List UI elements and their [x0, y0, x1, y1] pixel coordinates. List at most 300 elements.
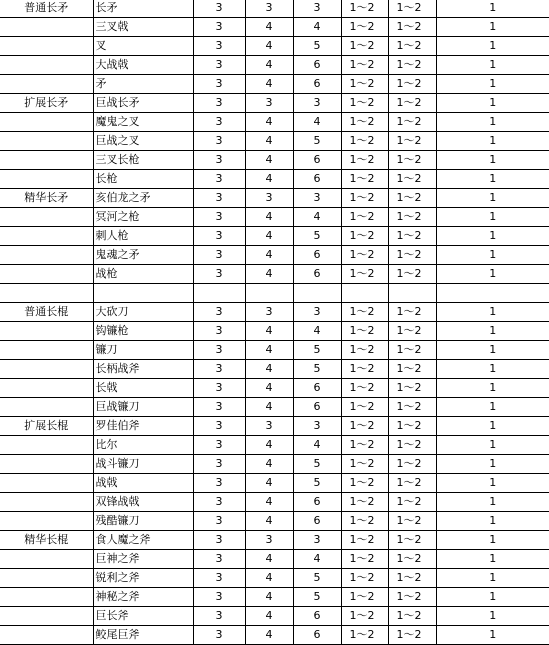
table-row: [0, 360, 549, 379]
weapon-name-cell: 矛: [93, 75, 193, 94]
weapon-name-cell: 巨战之叉: [93, 132, 193, 151]
value-cell-b: 4: [245, 75, 293, 94]
value-cell-a: 3: [193, 56, 245, 75]
category-cell: [0, 436, 93, 455]
value-cell-b: 3: [245, 0, 293, 18]
value-cell-a: 3: [193, 18, 245, 37]
table-row: [0, 132, 549, 151]
value-cell-f: 1: [436, 360, 549, 379]
category-cell: [0, 626, 93, 645]
weapon-name-cell: 长戟: [93, 379, 193, 398]
value-cell-c: 5: [293, 227, 341, 246]
category-cell: [0, 151, 93, 170]
table-row: [0, 208, 549, 227]
value-cell-c: 6: [293, 626, 341, 645]
range-cell-e: 1～2: [388, 569, 436, 588]
value-cell-a: 3: [193, 588, 245, 607]
weapon-name-cell: 巨神之斧: [93, 550, 193, 569]
value-cell-b: 4: [245, 474, 293, 493]
value-cell-a: 3: [193, 550, 245, 569]
value-cell-f: 1: [436, 170, 549, 189]
table-row: [0, 265, 549, 284]
category-cell: [0, 37, 93, 56]
category-cell: 普通长棍: [0, 303, 93, 322]
category-cell: [0, 170, 93, 189]
range-cell-e: 1～2: [388, 94, 436, 113]
category-cell: [0, 265, 93, 284]
table-row: [0, 607, 549, 626]
range-cell-e: 1～2: [388, 341, 436, 360]
value-cell-f: 1: [436, 113, 549, 132]
value-cell-c: 6: [293, 607, 341, 626]
value-cell-c: 6: [293, 512, 341, 531]
range-cell-d: 1～2: [341, 75, 388, 94]
table-row: [0, 284, 549, 303]
value-cell-f: 1: [436, 0, 549, 18]
value-cell-c: 5: [293, 132, 341, 151]
value-cell-c: 6: [293, 379, 341, 398]
value-cell-b: 4: [245, 208, 293, 227]
value-cell-b: 4: [245, 37, 293, 56]
range-cell-e: 1～2: [388, 170, 436, 189]
value-cell-b: 3: [245, 531, 293, 550]
weapon-name-cell: [93, 284, 193, 303]
table-row: [0, 341, 549, 360]
range-cell-d: 1～2: [341, 474, 388, 493]
value-cell-f: 1: [436, 227, 549, 246]
value-cell-f: 1: [436, 151, 549, 170]
value-cell-f: 1: [436, 569, 549, 588]
value-cell-c: 3: [293, 417, 341, 436]
value-cell-f: 1: [436, 417, 549, 436]
value-cell-a: 3: [193, 113, 245, 132]
value-cell-a: [193, 284, 245, 303]
range-cell-e: 1～2: [388, 474, 436, 493]
range-cell-e: 1～2: [388, 227, 436, 246]
range-cell-d: 1～2: [341, 208, 388, 227]
weapon-name-cell: 大战戟: [93, 56, 193, 75]
category-cell: [0, 493, 93, 512]
table-row: [0, 474, 549, 493]
category-cell: 精华长棍: [0, 531, 93, 550]
value-cell-f: 1: [436, 436, 549, 455]
table-row: [0, 94, 549, 113]
value-cell-b: 4: [245, 455, 293, 474]
weapon-name-cell: 战斗镰刀: [93, 455, 193, 474]
range-cell-d: 1～2: [341, 398, 388, 417]
value-cell-b: 3: [245, 303, 293, 322]
range-cell-d: 1～2: [341, 588, 388, 607]
range-cell-d: 1～2: [341, 512, 388, 531]
value-cell-b: 4: [245, 227, 293, 246]
value-cell-f: 1: [436, 208, 549, 227]
range-cell-d: 1～2: [341, 170, 388, 189]
category-cell: [0, 56, 93, 75]
value-cell-c: 4: [293, 322, 341, 341]
range-cell-e: 1～2: [388, 436, 436, 455]
weapon-name-cell: 神秘之斧: [93, 588, 193, 607]
range-cell-d: 1～2: [341, 417, 388, 436]
range-cell-e: 1～2: [388, 132, 436, 151]
value-cell-a: 3: [193, 208, 245, 227]
value-cell-a: 3: [193, 170, 245, 189]
value-cell-f: 1: [436, 303, 549, 322]
weapon-name-cell: 长柄战斧: [93, 360, 193, 379]
weapon-name-cell: 战戟: [93, 474, 193, 493]
value-cell-a: 3: [193, 455, 245, 474]
range-cell-e: 1～2: [388, 113, 436, 132]
value-cell-c: 4: [293, 208, 341, 227]
value-cell-a: 3: [193, 37, 245, 56]
range-cell-d: 1～2: [341, 341, 388, 360]
range-cell-d: 1～2: [341, 18, 388, 37]
value-cell-f: 1: [436, 94, 549, 113]
range-cell-d: 1～2: [341, 436, 388, 455]
value-cell-f: 1: [436, 607, 549, 626]
weapon-name-cell: 刺人枪: [93, 227, 193, 246]
weapon-name-cell: 叉: [93, 37, 193, 56]
value-cell-b: 4: [245, 151, 293, 170]
value-cell-a: 3: [193, 474, 245, 493]
category-cell: [0, 607, 93, 626]
value-cell-b: 4: [245, 493, 293, 512]
weapon-name-cell: 巨战长矛: [93, 94, 193, 113]
weapon-name-cell: 双锋战戟: [93, 493, 193, 512]
value-cell-a: 3: [193, 246, 245, 265]
range-cell-e: 1～2: [388, 265, 436, 284]
range-cell-d: 1～2: [341, 607, 388, 626]
value-cell-b: 4: [245, 588, 293, 607]
value-cell-a: 3: [193, 265, 245, 284]
weapon-name-cell: 冥河之枪: [93, 208, 193, 227]
value-cell-a: 3: [193, 417, 245, 436]
category-cell: 精华长矛: [0, 189, 93, 208]
range-cell-d: [341, 284, 388, 303]
value-cell-f: 1: [436, 341, 549, 360]
value-cell-b: 4: [245, 550, 293, 569]
value-cell-b: 3: [245, 417, 293, 436]
range-cell-e: 1～2: [388, 303, 436, 322]
value-cell-a: 3: [193, 398, 245, 417]
range-cell-d: 1～2: [341, 189, 388, 208]
value-cell-a: 3: [193, 94, 245, 113]
range-cell-e: 1～2: [388, 626, 436, 645]
value-cell-c: 3: [293, 0, 341, 18]
table-row: [0, 588, 549, 607]
weapon-name-cell: 巨战镰刀: [93, 398, 193, 417]
range-cell-e: 1～2: [388, 588, 436, 607]
weapon-name-cell: 钩镰枪: [93, 322, 193, 341]
range-cell-e: 1～2: [388, 189, 436, 208]
value-cell-b: 4: [245, 322, 293, 341]
value-cell-c: 5: [293, 455, 341, 474]
value-cell-f: 1: [436, 75, 549, 94]
value-cell-f: 1: [436, 322, 549, 341]
table-row: [0, 398, 549, 417]
weapon-name-cell: 长枪: [93, 170, 193, 189]
value-cell-a: 3: [193, 227, 245, 246]
table-row: [0, 303, 549, 322]
value-cell-a: 3: [193, 151, 245, 170]
range-cell-e: 1～2: [388, 0, 436, 18]
weapon-name-cell: 比尔: [93, 436, 193, 455]
value-cell-c: 4: [293, 436, 341, 455]
category-cell: 扩展长棍: [0, 417, 93, 436]
value-cell-c: 6: [293, 56, 341, 75]
value-cell-f: 1: [436, 531, 549, 550]
value-cell-c: 4: [293, 550, 341, 569]
category-cell: [0, 398, 93, 417]
value-cell-f: 1: [436, 588, 549, 607]
table-row: [0, 18, 549, 37]
category-cell: [0, 360, 93, 379]
value-cell-a: 3: [193, 531, 245, 550]
category-cell: [0, 569, 93, 588]
table-row: [0, 56, 549, 75]
range-cell-e: [388, 284, 436, 303]
range-cell-e: 1～2: [388, 56, 436, 75]
range-cell-e: 1～2: [388, 398, 436, 417]
range-cell-d: 1～2: [341, 113, 388, 132]
value-cell-b: 4: [245, 113, 293, 132]
value-cell-a: 3: [193, 0, 245, 18]
value-cell-b: 3: [245, 94, 293, 113]
value-cell-a: 3: [193, 75, 245, 94]
value-cell-a: 3: [193, 132, 245, 151]
value-cell-f: 1: [436, 550, 549, 569]
range-cell-e: 1～2: [388, 151, 436, 170]
table-row: [0, 569, 549, 588]
range-cell-e: 1～2: [388, 493, 436, 512]
table-row: [0, 113, 549, 132]
table-row: [0, 170, 549, 189]
range-cell-d: 1～2: [341, 360, 388, 379]
value-cell-f: 1: [436, 265, 549, 284]
value-cell-a: 3: [193, 607, 245, 626]
category-cell: [0, 284, 93, 303]
value-cell-c: 6: [293, 398, 341, 417]
value-cell-b: 4: [245, 569, 293, 588]
category-cell: [0, 113, 93, 132]
value-cell-c: 5: [293, 341, 341, 360]
category-cell: 普通长矛: [0, 0, 93, 18]
value-cell-f: 1: [436, 18, 549, 37]
table-row: [0, 512, 549, 531]
table-row: [0, 75, 549, 94]
table-row: [0, 151, 549, 170]
category-cell: [0, 322, 93, 341]
value-cell-c: 6: [293, 151, 341, 170]
table-row: [0, 626, 549, 645]
table-row: [0, 246, 549, 265]
value-cell-f: 1: [436, 626, 549, 645]
value-cell-b: 4: [245, 607, 293, 626]
category-cell: [0, 550, 93, 569]
value-cell-b: 4: [245, 170, 293, 189]
range-cell-d: 1～2: [341, 531, 388, 550]
table-row: [0, 189, 549, 208]
value-cell-f: 1: [436, 37, 549, 56]
weapon-name-cell: 锐利之斧: [93, 569, 193, 588]
table-row: [0, 37, 549, 56]
value-cell-c: 6: [293, 75, 341, 94]
value-cell-f: 1: [436, 455, 549, 474]
value-cell-c: 5: [293, 474, 341, 493]
value-cell-c: 5: [293, 360, 341, 379]
value-cell-f: 1: [436, 379, 549, 398]
range-cell-d: 1～2: [341, 626, 388, 645]
value-cell-c: 4: [293, 113, 341, 132]
table-row: [0, 436, 549, 455]
range-cell-d: 1～2: [341, 455, 388, 474]
range-cell-e: 1～2: [388, 246, 436, 265]
value-cell-a: 3: [193, 360, 245, 379]
weapon-name-cell: 三叉戟: [93, 18, 193, 37]
range-cell-d: 1～2: [341, 0, 388, 18]
category-cell: [0, 132, 93, 151]
value-cell-b: 4: [245, 246, 293, 265]
table-row: [0, 227, 549, 246]
value-cell-f: 1: [436, 189, 549, 208]
weapon-name-cell: 鬼魂之矛: [93, 246, 193, 265]
value-cell-c: 4: [293, 18, 341, 37]
range-cell-d: 1～2: [341, 550, 388, 569]
value-cell-b: [245, 284, 293, 303]
range-cell-d: 1～2: [341, 37, 388, 56]
range-cell-e: 1～2: [388, 531, 436, 550]
value-cell-a: 3: [193, 626, 245, 645]
weapon-name-cell: 食人魔之斧: [93, 531, 193, 550]
category-cell: [0, 246, 93, 265]
value-cell-a: 3: [193, 303, 245, 322]
value-cell-b: 4: [245, 512, 293, 531]
value-cell-c: 3: [293, 531, 341, 550]
category-cell: [0, 588, 93, 607]
category-cell: [0, 75, 93, 94]
value-cell-c: 6: [293, 493, 341, 512]
value-cell-b: 4: [245, 132, 293, 151]
value-cell-b: 3: [245, 189, 293, 208]
range-cell-d: 1～2: [341, 132, 388, 151]
table-row: [0, 417, 549, 436]
value-cell-a: 3: [193, 341, 245, 360]
range-cell-d: 1～2: [341, 303, 388, 322]
value-cell-a: 3: [193, 189, 245, 208]
value-cell-f: 1: [436, 493, 549, 512]
range-cell-e: 1～2: [388, 75, 436, 94]
table-row: [0, 379, 549, 398]
value-cell-a: 3: [193, 379, 245, 398]
range-cell-e: 1～2: [388, 455, 436, 474]
range-cell-d: 1～2: [341, 493, 388, 512]
value-cell-b: 4: [245, 56, 293, 75]
table-row: [0, 455, 549, 474]
category-cell: [0, 208, 93, 227]
value-cell-f: 1: [436, 132, 549, 151]
value-cell-a: 3: [193, 569, 245, 588]
category-cell: [0, 474, 93, 493]
range-cell-d: 1～2: [341, 227, 388, 246]
table-row: [0, 550, 549, 569]
weapon-name-cell: 罗佳伯斧: [93, 417, 193, 436]
value-cell-b: 4: [245, 18, 293, 37]
value-cell-a: 3: [193, 436, 245, 455]
category-cell: [0, 18, 93, 37]
range-cell-e: 1～2: [388, 360, 436, 379]
range-cell-e: 1～2: [388, 208, 436, 227]
value-cell-c: 3: [293, 94, 341, 113]
weapon-name-cell: 大砍刀: [93, 303, 193, 322]
value-cell-b: 4: [245, 341, 293, 360]
value-cell-a: 3: [193, 512, 245, 531]
range-cell-d: 1～2: [341, 265, 388, 284]
weapon-name-cell: 残酷镰刀: [93, 512, 193, 531]
weapon-name-cell: 巨长斧: [93, 607, 193, 626]
value-cell-c: 6: [293, 265, 341, 284]
value-cell-b: 4: [245, 626, 293, 645]
range-cell-e: 1～2: [388, 550, 436, 569]
weapon-name-cell: 镰刀: [93, 341, 193, 360]
value-cell-c: [293, 284, 341, 303]
table-row: [0, 322, 549, 341]
value-cell-a: 3: [193, 493, 245, 512]
value-cell-b: 4: [245, 379, 293, 398]
category-cell: [0, 455, 93, 474]
weapon-name-cell: 鲛尾巨斧: [93, 626, 193, 645]
value-cell-a: 3: [193, 322, 245, 341]
range-cell-d: 1～2: [341, 379, 388, 398]
range-cell-e: 1～2: [388, 37, 436, 56]
value-cell-f: 1: [436, 246, 549, 265]
value-cell-f: 1: [436, 398, 549, 417]
category-cell: [0, 227, 93, 246]
range-cell-e: 1～2: [388, 512, 436, 531]
range-cell-d: 1～2: [341, 569, 388, 588]
category-cell: [0, 341, 93, 360]
weapon-name-cell: 亥伯龙之矛: [93, 189, 193, 208]
range-cell-d: 1～2: [341, 151, 388, 170]
value-cell-f: 1: [436, 56, 549, 75]
weapon-name-cell: 三叉长枪: [93, 151, 193, 170]
weapon-name-cell: 战枪: [93, 265, 193, 284]
range-cell-e: 1～2: [388, 417, 436, 436]
value-cell-f: 1: [436, 474, 549, 493]
weapon-name-cell: 长矛: [93, 0, 193, 18]
category-cell: [0, 379, 93, 398]
value-cell-b: 4: [245, 360, 293, 379]
value-cell-f: [436, 284, 549, 303]
range-cell-d: 1～2: [341, 56, 388, 75]
range-cell-e: 1～2: [388, 322, 436, 341]
category-cell: 扩展长矛: [0, 94, 93, 113]
range-cell-d: 1～2: [341, 322, 388, 341]
value-cell-c: 6: [293, 170, 341, 189]
category-cell: [0, 512, 93, 531]
table-row: [0, 493, 549, 512]
value-cell-b: 4: [245, 436, 293, 455]
range-cell-e: 1～2: [388, 607, 436, 626]
table-row: [0, 531, 549, 550]
value-cell-c: 5: [293, 569, 341, 588]
value-cell-b: 4: [245, 265, 293, 284]
range-cell-e: 1～2: [388, 18, 436, 37]
value-cell-c: 5: [293, 588, 341, 607]
value-cell-c: 3: [293, 303, 341, 322]
range-cell-e: 1～2: [388, 379, 436, 398]
value-cell-c: 6: [293, 246, 341, 265]
value-cell-c: 5: [293, 37, 341, 56]
weapon-name-cell: 魔鬼之叉: [93, 113, 193, 132]
